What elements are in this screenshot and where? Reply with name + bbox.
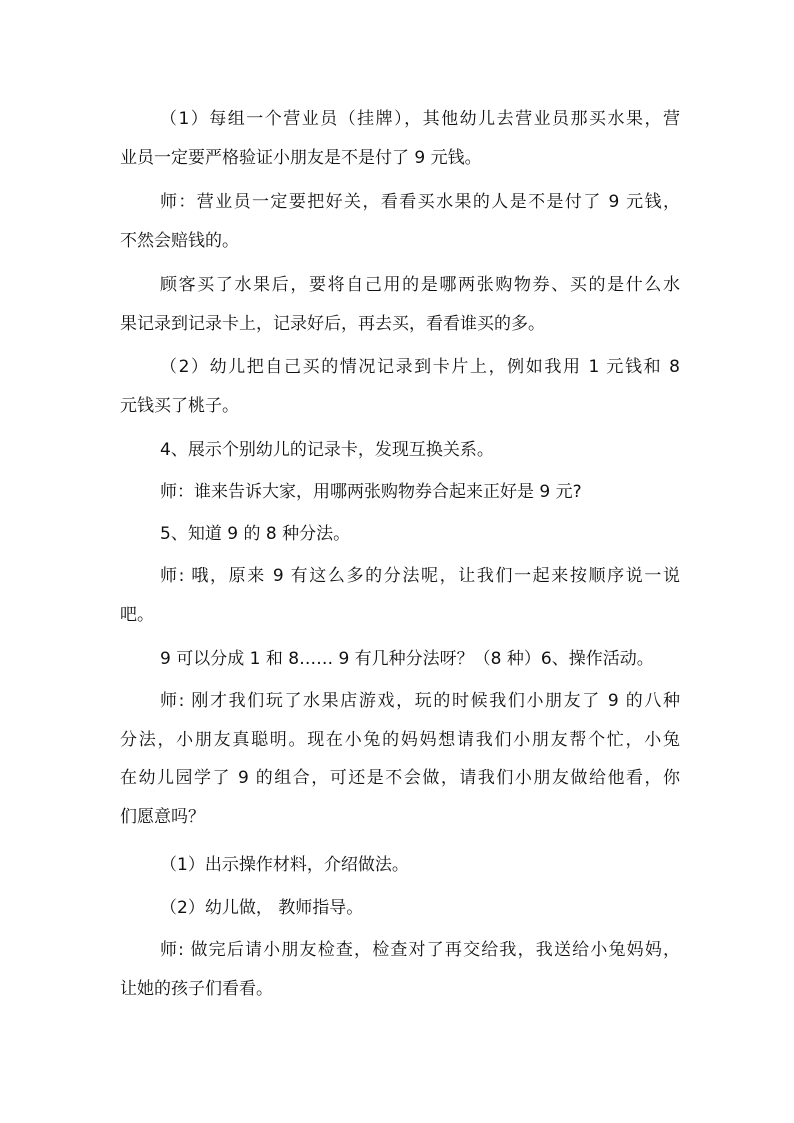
text-line: 师: 做完后请小朋友检查，检查对了再交给我，我送给小兔妈妈， xyxy=(160,940,680,960)
paragraph-4 xyxy=(120,348,680,425)
text-line: 业员一定要严格验证小朋友是不是付了 9 元钱。 xyxy=(120,147,482,168)
paragraph-6 xyxy=(120,473,680,512)
paragraph-2 xyxy=(120,183,680,260)
text-line: 顾客买了水果后，要将自己用的是哪两张购物券、买的是什么水 xyxy=(160,275,680,295)
text-line: （1）每组一个营业员（挂牌），其他幼儿去营业员那买水果，营 xyxy=(160,109,680,129)
text-line: 师：营业员一定要把好关，看看买水果的人是不是付了 9 元钱， xyxy=(160,192,680,212)
paragraph-7 xyxy=(120,515,680,554)
paragraph-3 xyxy=(120,266,680,343)
paragraph-9 xyxy=(120,640,680,679)
text-line: 不然会赔钱的。 xyxy=(120,230,239,251)
text-line: 师: 哦，原来 9 有这么多的分法呢，让我们一起来按顺序说一说 xyxy=(160,566,680,586)
paragraph-1 xyxy=(120,100,680,177)
text-line: （2）幼儿做， 教师指导。 xyxy=(160,898,364,918)
paragraph-12 xyxy=(120,889,680,928)
text-line: 师：谁来告诉大家，用哪两张购物券合起来正好是 9 元? xyxy=(160,482,582,502)
text-line: 让她的孩子们看看。 xyxy=(120,978,273,999)
text-line: 5、知道 9 的 8 种分法。 xyxy=(160,524,351,544)
text-line: （1）出示操作材料，介绍做法。 xyxy=(160,855,409,875)
text-line: 们愿意吗？ xyxy=(120,806,205,827)
text-line: 9 可以分成 1 和 8…… 9 有几种分法呀？（8 种）6、操作活动。 xyxy=(160,649,654,669)
text-line: 果记录到记录卡上，记录好后，再去买，看看谁买的多。 xyxy=(120,313,545,334)
text-line: 师: 刚才我们玩了水果店游戏，玩的时候我们小朋友了 9 的八种 xyxy=(160,691,680,711)
paragraph-11 xyxy=(120,846,680,885)
paragraph-5 xyxy=(120,431,680,470)
text-line: 分法，小朋友真聪明。现在小兔的妈妈想请我们小朋友帮个忙，小兔 xyxy=(120,729,680,750)
text-line: 在幼儿园学了 9 的组合，可还是不会做，请我们小朋友做给他看，你 xyxy=(120,768,680,788)
paragraph-10 xyxy=(120,682,680,836)
text-line: 元钱买了桃子。 xyxy=(120,395,239,416)
paragraph-13 xyxy=(120,931,680,1008)
text-line: （2）幼儿把自己买的情况记录到卡片上，例如我用 1 元钱和 8 xyxy=(160,357,680,377)
paragraph-8 xyxy=(120,557,680,634)
text-line: 吧。 xyxy=(120,604,154,625)
text-line: 4、展示个别幼儿的记录卡，发现互换关系。 xyxy=(160,440,494,460)
